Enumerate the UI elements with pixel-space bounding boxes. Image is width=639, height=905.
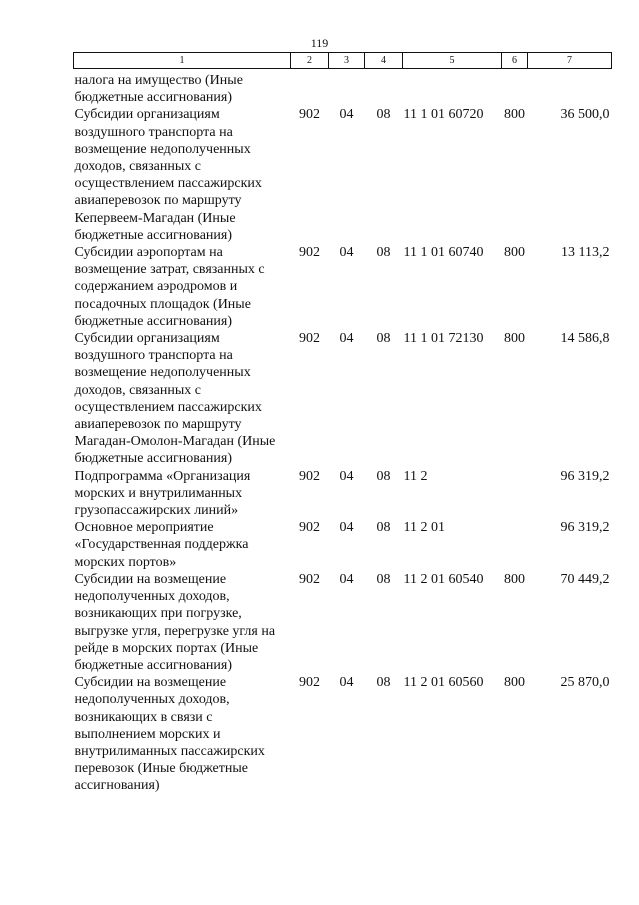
row-col6: 800 <box>504 107 525 123</box>
row-col7: 96 319,2 <box>560 520 610 536</box>
row-col4: 08 <box>376 675 391 691</box>
row-col7: 25 870,0 <box>560 675 610 691</box>
table-body <box>74 69 612 795</box>
header-col-6: 6 <box>502 53 528 69</box>
table-row <box>74 69 612 107</box>
row-col5: 11 2 <box>403 468 428 484</box>
row-col3: 04 <box>339 571 354 587</box>
row-col3 <box>329 69 365 107</box>
row-col7: 96 319,2 <box>560 468 610 484</box>
table-row <box>74 674 612 794</box>
row-name: Субсидии организациям воздушного транспорта на возмещение недополученных доходов, связанных с осуществлением пассажирских авиаперевозок по маршруту Магадан-Омолон-Магадан (Иные бюджетные ассигнования) <box>74 331 276 467</box>
row-col4: 08 <box>376 571 391 587</box>
row-col4: 08 <box>376 468 391 484</box>
row-col5: 11 2 01 60560 <box>403 675 484 691</box>
row-col5: 11 2 01 60540 <box>403 571 484 587</box>
row-col6 <box>502 69 528 107</box>
row-col5: 11 2 01 <box>403 520 445 536</box>
header-col-2: 2 <box>291 53 329 69</box>
row-col3: 04 <box>339 107 354 123</box>
row-col6: 800 <box>504 571 525 587</box>
row-col3: 04 <box>339 331 354 347</box>
row-col2: 902 <box>299 520 320 536</box>
header-col-4: 4 <box>365 53 403 69</box>
row-col3: 04 <box>339 468 354 484</box>
row-name: Субсидии на возмещение недополученных доходов, возникающих в связи с выполнением морских и внутрилиманных пассажирских перевозок (Иные бюджетные ассигнования) <box>74 675 265 794</box>
row-col3: 04 <box>339 520 354 536</box>
row-col2: 902 <box>299 107 320 123</box>
row-col7: 13 113,2 <box>561 245 610 261</box>
row-col6: 800 <box>504 245 525 261</box>
row-col5: 11 1 01 60720 <box>403 107 484 123</box>
row-col2: 902 <box>299 468 320 484</box>
row-col5: 11 1 01 72130 <box>403 331 484 347</box>
table-row <box>74 106 612 244</box>
row-col7: 36 500,0 <box>560 107 610 123</box>
row-col5 <box>403 69 502 107</box>
row-name: налога на имущество (Иные бюджетные ассигнования) <box>74 73 243 106</box>
row-col5: 11 1 01 60740 <box>403 245 484 261</box>
row-name: Подпрограмма «Организация морских и внутрилиманных грузопассажирских линий» <box>74 468 251 519</box>
row-col6: 800 <box>504 675 525 691</box>
row-col2: 902 <box>299 245 320 261</box>
header-row <box>74 53 612 69</box>
row-col4 <box>365 69 403 107</box>
table-row <box>74 468 612 520</box>
header-col-5: 5 <box>403 53 502 69</box>
header-col-3: 3 <box>329 53 365 69</box>
row-col6: 800 <box>504 331 525 347</box>
row-col4: 08 <box>376 245 391 261</box>
header-col-1: 1 <box>74 53 291 69</box>
row-col6 <box>502 468 528 520</box>
row-col2: 902 <box>299 675 320 691</box>
row-col7: 14 586,8 <box>560 331 610 347</box>
row-col7: 70 449,2 <box>560 571 610 587</box>
row-name: Субсидии на возмещение недополученных доходов, возникающих при погрузке, выгрузке угля, перегрузке угля на рейде в морских портах (Иные бюджетные ассигнования) <box>74 571 276 673</box>
row-col3: 04 <box>339 675 354 691</box>
table-row <box>74 571 612 674</box>
table-row <box>74 519 612 571</box>
row-name: Субсидии организациям воздушного транспорта на возмещение недополученных доходов, связанных с осуществлением пассажирских авиаперевозок по маршруту Кепервеем-Магадан (Иные бюджетные ассигнования) <box>74 107 262 243</box>
row-col4: 08 <box>376 520 391 536</box>
row-col2: 902 <box>299 571 320 587</box>
table-header <box>74 53 612 69</box>
budget-table <box>73 52 612 795</box>
row-col7 <box>528 69 612 107</box>
row-col4: 08 <box>376 331 391 347</box>
page-number: 119 <box>310 36 329 50</box>
row-name: Основное мероприятие «Государственная поддержка морских портов» <box>74 520 249 570</box>
row-col4: 08 <box>376 107 391 123</box>
row-col2: 902 <box>299 331 320 347</box>
row-col2 <box>291 69 329 107</box>
row-col3: 04 <box>339 245 354 261</box>
row-col6 <box>502 519 528 571</box>
row-name: Субсидии аэропортам на возмещение затрат, связанных с содержанием аэродромов и посадочных площадок (Иные бюджетные ассигнования) <box>74 245 265 329</box>
header-col-7: 7 <box>528 53 612 69</box>
table-row <box>74 330 612 468</box>
table-row <box>74 244 612 330</box>
